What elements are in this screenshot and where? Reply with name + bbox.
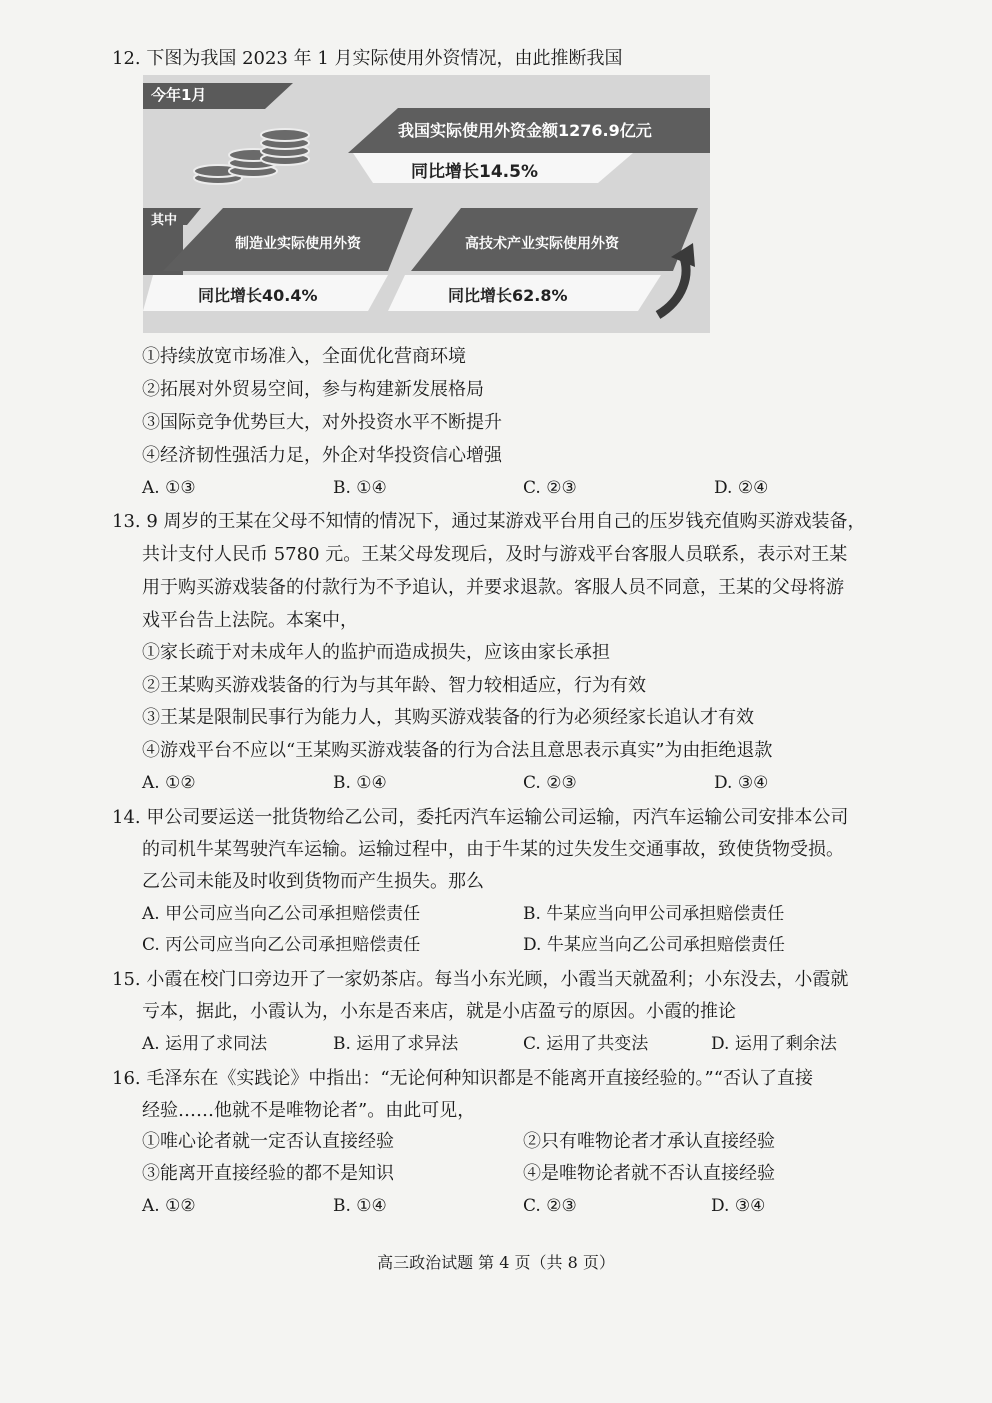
q15-stem-line: 亏本，据此，小霞认为，小东是否来店，就是小店盈亏的原因。小霞的推论 (142, 1001, 736, 1022)
q14-choice-a: A. 甲公司应当向乙公司承担赔偿责任 (142, 904, 421, 924)
q13-choice-a: A. ①② (142, 773, 196, 793)
q16-statement: ①唯心论者就一定否认直接经验 (142, 1131, 394, 1152)
q13-choice-d: D. ③④ (714, 773, 769, 793)
total-growth-text: 同比增长14.5% (411, 162, 538, 182)
q16-choice-d: D. ③④ (711, 1196, 766, 1216)
q13-statement: ①家长疏于对未成年人的监护而造成损失，应该由家长承担 (142, 642, 610, 663)
coins-icon (194, 129, 309, 184)
q15-choice-b: B. 运用了求异法 (333, 1034, 459, 1054)
q14-choice-c: C. 丙公司应当向乙公司承担赔偿责任 (142, 935, 421, 955)
q14-stem-line: 乙公司未能及时收到货物而产生损失。那么 (142, 871, 484, 892)
q13-choice-b: B. ①④ (333, 773, 387, 793)
q12-choice-d: D. ②④ (714, 478, 769, 498)
q12-statement: ③国际竞争优势巨大，对外投资水平不断提升 (142, 412, 502, 433)
q14-choice-b: B. 牛某应当向甲公司承担赔偿责任 (523, 904, 785, 924)
hitech-label-text: 高技术产业实际使用外资 (465, 236, 619, 252)
q16-statement: ④是唯物论者就不否认直接经验 (523, 1163, 775, 1184)
q12-statement: ②拓展对外贸易空间，参与构建新发展格局 (142, 379, 484, 400)
q15-choice-a: A. 运用了求同法 (142, 1034, 268, 1054)
q13-choice-c: C. ②③ (523, 773, 577, 793)
mfg-label-text: 制造业实际使用外资 (235, 236, 361, 252)
q12-choice-c: C. ②③ (523, 478, 577, 498)
q16-stem-line: 16. 毛泽东在《实践论》中指出：“无论何种知识都是不能离开直接经验的。”“否认了直接 (112, 1068, 813, 1089)
q13-statement: ②王某购买游戏装备的行为与其年龄、智力较相适应，行为有效 (142, 675, 646, 696)
q15-choice-d: D. 运用了剩余法 (711, 1034, 837, 1054)
q13-statement: ③王某是限制民事行为能力人，其购买游戏装备的行为必须经家长追认才有效 (142, 707, 754, 728)
mfg-growth-text: 同比增长40.4% (198, 286, 318, 305)
q12-infographic (143, 75, 710, 333)
q16-choice-a: A. ①② (142, 1196, 196, 1216)
total-amount-text: 我国实际使用外资金额1276.9亿元 (398, 121, 652, 140)
q14-stem-line: 14. 甲公司要运送一批货物给乙公司，委托丙汽车运输公司运输，丙汽车运输公司安排本公司 (112, 807, 849, 828)
month-tag-text: 今年1月 (151, 86, 207, 104)
q15-choice-c: C. 运用了共变法 (523, 1034, 649, 1054)
page-footer: 高三政治试题 第 4 页（共 8 页） (377, 1253, 615, 1272)
q16-statement: ②只有唯物论者才承认直接经验 (523, 1131, 775, 1152)
q12-statement: ④经济韧性强活力足，外企对华投资信心增强 (142, 445, 502, 466)
q12-stem: 12. 下图为我国 2023 年 1 月实际使用外资情况，由此推断我国 (112, 48, 623, 69)
q13-stem-line: 用于购买游戏装备的付款行为不予追认，并要求退款。客服人员不同意，王某的父母将游 (142, 577, 844, 598)
q14-choice-d: D. 牛某应当向乙公司承担赔偿责任 (523, 935, 785, 955)
q14-stem-line: 的司机牛某驾驶汽车运输。运输过程中，由于牛某的过失发生交通事故，致使货物受损。 (142, 839, 844, 860)
q12-statement: ①持续放宽市场准入，全面优化营商环境 (142, 346, 466, 367)
q12-choice-a: A. ①③ (142, 478, 196, 498)
q13-statement: ④游戏平台不应以“王某购买游戏装备的行为合法且意思表示真实”为由拒绝退款 (142, 740, 773, 761)
q16-statement: ③能离开直接经验的都不是知识 (142, 1163, 394, 1184)
q15-stem-line: 15. 小霞在校门口旁边开了一家奶茶店。每当小东光顾，小霞当天就盈利；小东没去，小霞就 (112, 969, 849, 990)
q16-choice-b: B. ①④ (333, 1196, 387, 1216)
q13-stem-line: 戏平台告上法院。本案中， (142, 610, 358, 631)
q16-stem-line: 经验……他就不是唯物论者”。由此可见， (142, 1100, 476, 1121)
q16-choice-c: C. ②③ (523, 1196, 577, 1216)
q13-stem-line: 13. 9 周岁的王某在父母不知情的情况下，通过某游戏平台用自己的压岁钱充值购买游戏装备， (112, 511, 866, 532)
q12-choice-b: B. ①④ (333, 478, 387, 498)
q13-stem-line: 共计支付人民币 5780 元。王某父母发现后，及时与游戏平台客服人员联系，表示对王某 (142, 544, 848, 565)
among-tag-text: 其中 (151, 213, 178, 228)
hitech-growth-text: 同比增长62.8% (448, 286, 568, 305)
